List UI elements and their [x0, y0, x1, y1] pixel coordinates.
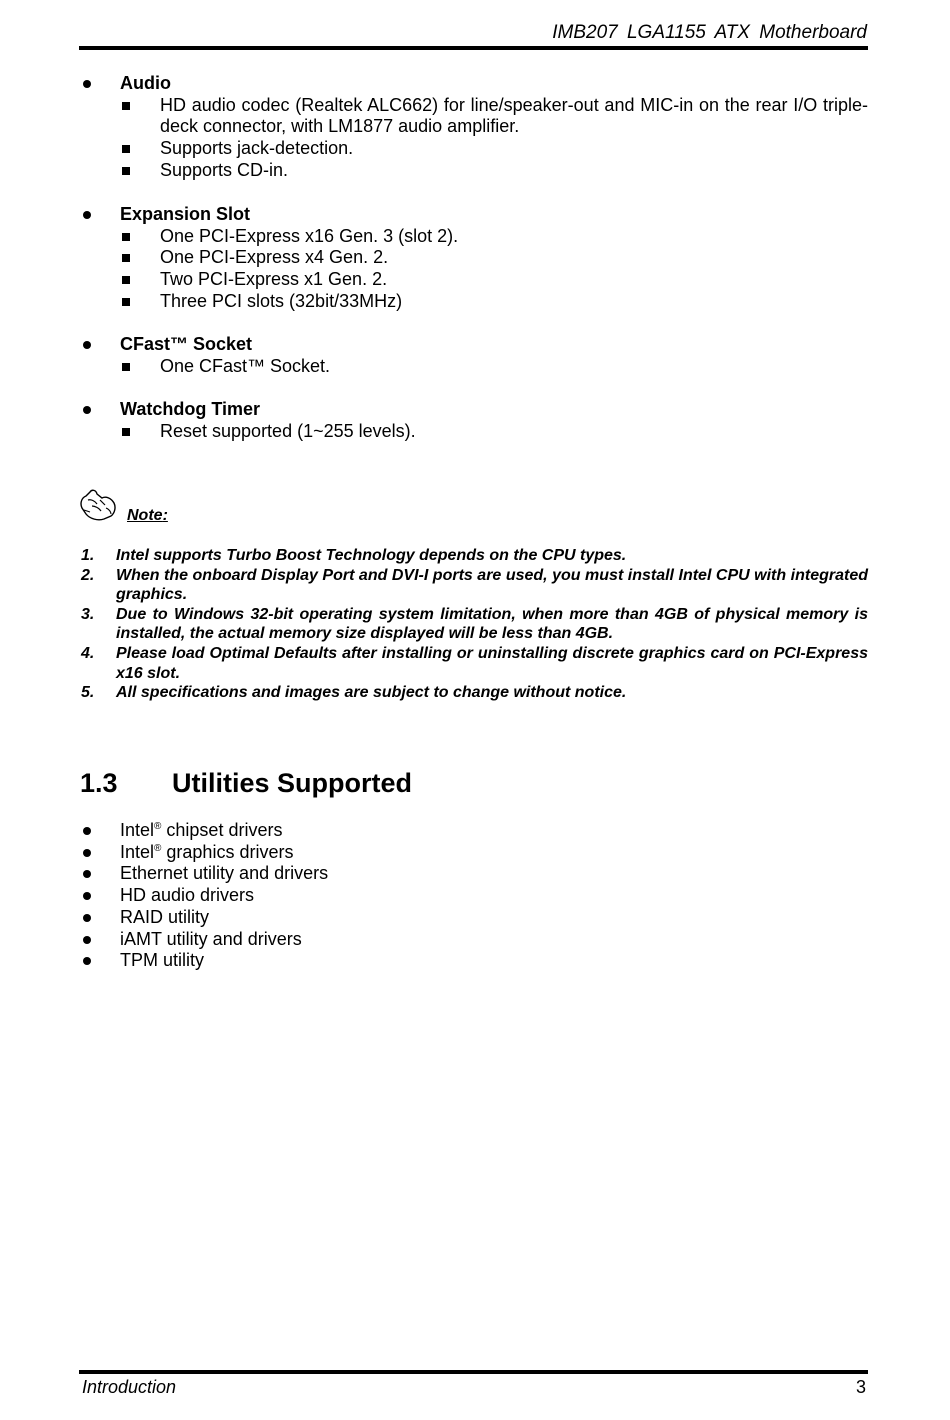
feature-cfast-socket — [79, 334, 868, 377]
note-item: 4. Please load Optimal Defaults after installing or uninstalling discrete graphics card on PCI-Express x16 slot. — [81, 644, 868, 682]
feature-item: One PCI-Express x4 Gen. 2. — [79, 247, 868, 269]
section-title: Utilities Supported — [172, 768, 413, 798]
feature-item: HD audio codec (Realtek ALC662) for line/speaker-out and MIC-in on the rear I/O triple-deck connector, with LM1877 audio amplifier. — [79, 95, 868, 138]
feature-item: Two PCI-Express x1 Gen. 2. — [79, 269, 868, 291]
header-rule — [79, 46, 868, 50]
feature-expansion-slot — [79, 204, 868, 313]
note-item: 1. Intel supports Turbo Boost Technology depends on the CPU types. — [81, 547, 627, 564]
feature-label: Audio — [120, 73, 171, 93]
feature-item: Supports CD-in. — [79, 160, 868, 182]
feature-item: Supports jack-detection. — [79, 138, 868, 160]
feature-item: One PCI-Express x16 Gen. 3 (slot 2). — [79, 226, 868, 248]
bullet-dot — [83, 341, 91, 349]
feature-audio — [79, 73, 868, 182]
note-item: 2. When the onboard Display Port and DVI-I ports are used, you must install Intel CPU with integrated graphics. — [81, 566, 868, 604]
pointing-hand-note-icon — [78, 486, 120, 522]
page-number: 3 — [855, 1377, 866, 1397]
feature-watchdog-timer — [79, 399, 868, 442]
footer-rule — [79, 1370, 868, 1374]
utilities-list — [79, 820, 868, 972]
feature-item: Three PCI slots (32bit/33MHz) — [79, 291, 868, 313]
feature-item: Reset supported (1~255 levels). — [79, 421, 868, 443]
header-title: IMB207 LGA1155 ATX Motherboard — [552, 22, 867, 43]
list-item: iAMT utility and drivers — [79, 929, 868, 951]
note-label: Note: — [127, 507, 168, 524]
section-number: 1.3 — [80, 768, 118, 798]
note-list — [79, 546, 868, 703]
bullet-dot — [83, 211, 91, 219]
list-item: Intel® chipset drivers — [79, 820, 868, 842]
note-item: 5. All specifications and images are subject to change without notice. — [81, 684, 627, 702]
list-item: TPM utility — [79, 950, 868, 972]
bullet-dot — [83, 80, 91, 88]
list-item: Ethernet utility and drivers — [79, 863, 868, 885]
feature-item: One CFast™ Socket. — [79, 356, 868, 378]
list-item: HD audio drivers — [79, 885, 868, 907]
footer-section: Introduction — [82, 1377, 177, 1397]
feature-label: Watchdog Timer — [120, 399, 261, 419]
feature-label: Expansion Slot — [120, 204, 251, 224]
bullet-dot — [83, 406, 91, 414]
list-item: RAID utility — [79, 907, 868, 929]
list-item: Intel® graphics drivers — [79, 842, 868, 864]
feature-label: CFast™ Socket — [120, 334, 253, 354]
note-item: 3. Due to Windows 32-bit operating system limitation, when more than 4GB of physical memory is installed, the actual memory size displayed will be less than 4GB. — [81, 605, 868, 643]
section-heading — [80, 768, 412, 799]
